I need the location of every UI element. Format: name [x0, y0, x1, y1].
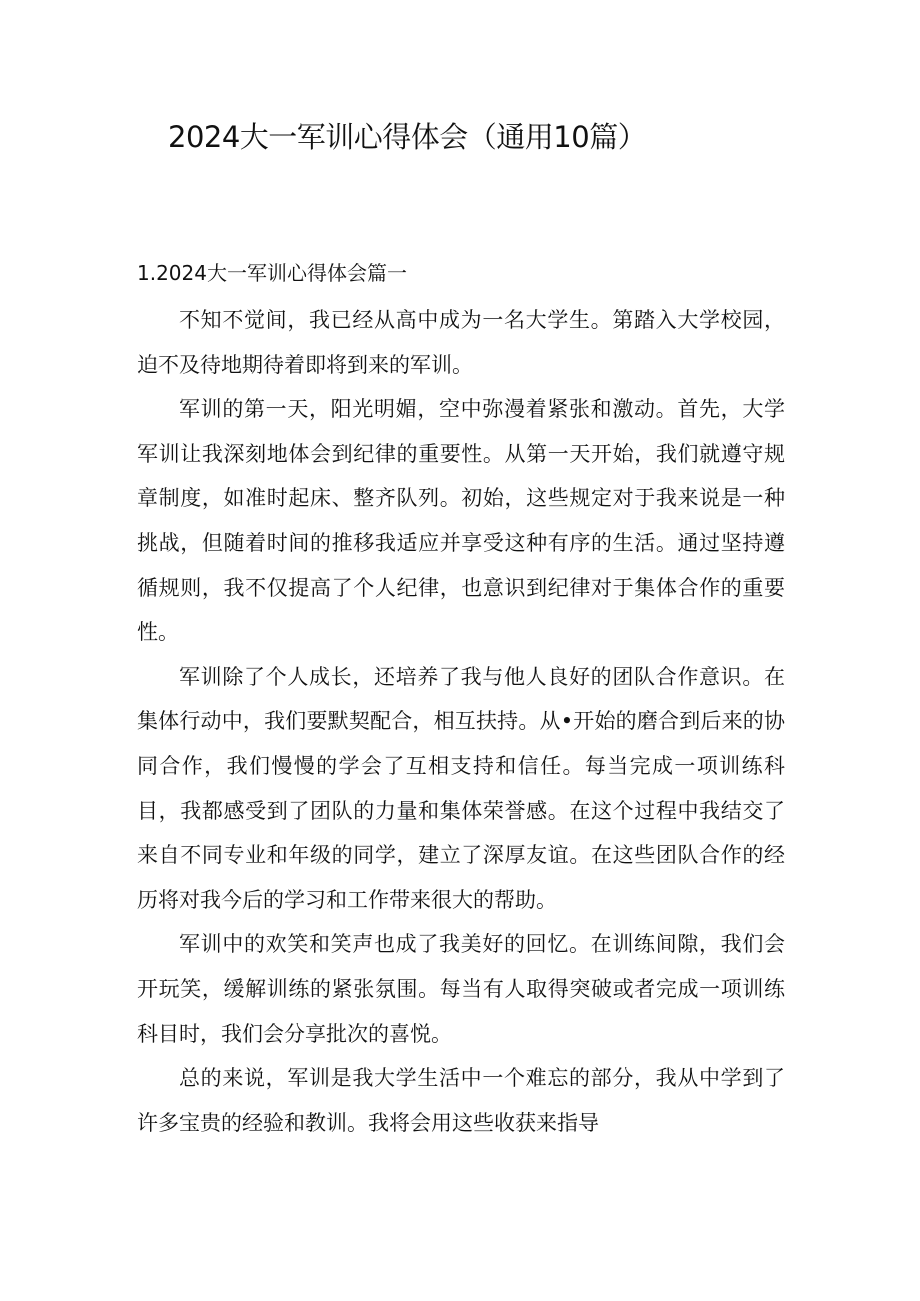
paragraph-1: 不知不觉间，我已经从高中成为一名大学生。第踏入大学校园，迫不及待地期待着即将到来的军训。 — [137, 308, 785, 377]
body-text — [137, 298, 785, 1145]
section-heading: 1.2024大一军训心得体会篇一 — [137, 261, 407, 285]
paragraph-3: 军训除了个人成长，还培养了我与他人良好的团队合作意识。在集体行动中，我们要默契配合，相互扶持。从•开始的磨合到后来的协同合作，我们慢慢的学会了互相支持和信任。每当完成一项训练科目，我都感受到了团队的力量和集体荣誉感。在这个过程中我结交了来自不同专业和年级的同学，建立了深厚友谊。在这些团队合作的经历将对我今后的学习和工作带来很大的帮助。 — [137, 664, 785, 912]
paragraph-2: 军训的第一天，阳光明媚，空中弥漫着紧张和激动。首先，大学军训让我深刻地体会到纪律的重要性。从第一天开始，我们就遵守规章制度，如准时起床、整齐队列。初始，这些规定对于我来说是一种挑战，但随着时间的推移我适应并享受这种有序的生活。通过坚持遵循规则，我不仅提高了个人纪律，也意识到纪律对于集体合作的重要性。 — [137, 397, 785, 645]
paragraph-5: 总的来说，军训是我大学生活中一个难忘的部分，我从中学到了许多宝贵的经验和教训。我将会用这些收获来指导 — [137, 1066, 785, 1135]
document-title: 2024大一军训心得体会（通用10篇） — [168, 120, 647, 154]
paragraph-4: 军训中的欢笑和笑声也成了我美好的回忆。在训练间隙，我们会开玩笑，缓解训练的紧张氛围。每当有人取得突破或者完成一项训练科目时，我们会分享批次的喜悦。 — [137, 932, 785, 1046]
